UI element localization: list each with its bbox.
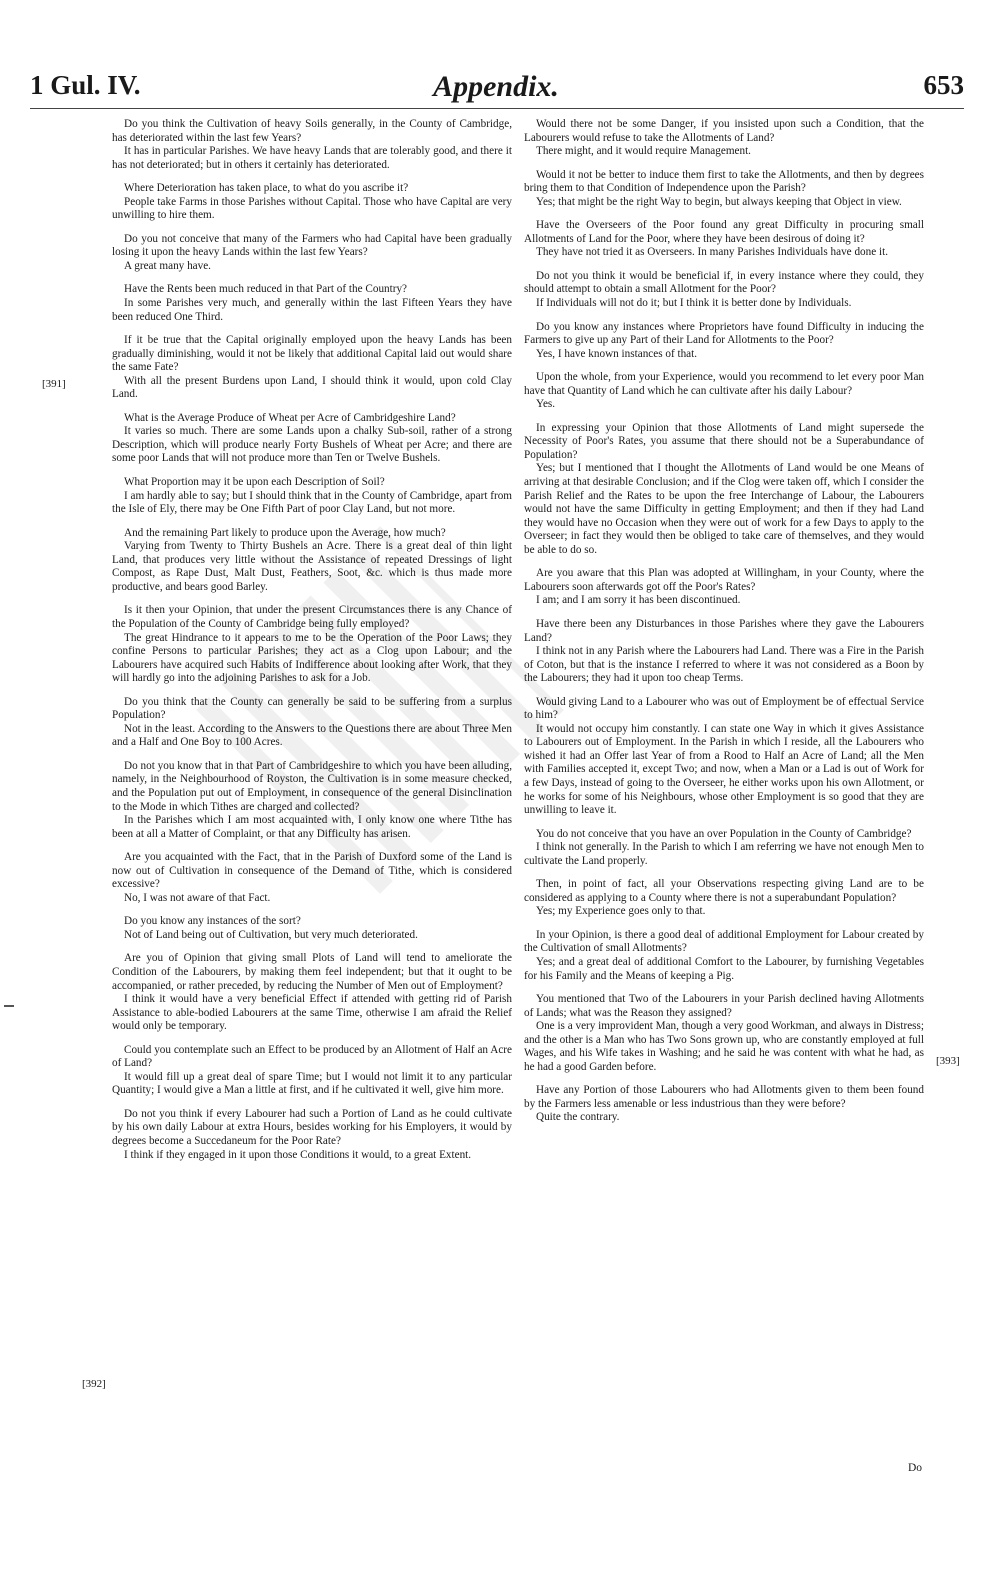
answer-paragraph: Not in the least. According to the Answers to the Questions there are about Three Men and a Half and One Boy to 100 Acres. [112, 722, 512, 749]
answer-paragraph: People take Farms in those Parishes without Capital. Those who have Capital are very unwilling to hire them. [112, 195, 512, 222]
question-paragraph: Could you contemplate such an Effect to be produced by an Allotment of Half an Acre of Land? [112, 1043, 512, 1070]
answer-paragraph: The great Hindrance to it appears to me to be the Operation of the Poor Laws; they confine Persons to particular Parishes; they act as a Clog upon Labour; and the Labourers have acquired such Habits of Indifference about looking after Work, that they will hardly go into the adjoining Parishes to ask for a Job. [112, 631, 512, 685]
page-number: 653 [923, 70, 964, 100]
answer-paragraph: A great many have. [124, 259, 211, 272]
answer-paragraph: There might, and it would require Management. [536, 145, 751, 158]
answer-paragraph: No, I was not aware of that Fact. [124, 891, 271, 904]
answer-paragraph: Varying from Twenty to Thirty Bushels an Acre. There is a great deal of thin light Land, that produces very little without the Assistance of repeated Dressings of light Compost, as Rape Dust, Malt Dust, Feathers, Soot, &c. which is thus made more productive, and bears good Barley. [112, 540, 512, 593]
answer-paragraph: Yes; and a great deal of additional Comfort to the Labourer, by furnishing Vegetables for his Family and the Means of keeping a Pig. [524, 955, 924, 982]
answer-paragraph: It would not occupy him constantly. I can state one Way in which it gives Assistance to Labourers out of Employment. In the Parish in which I reside, all the Labourers who wished it had an Offer last Year of from a Rood to Half an Acre of Land; all the Men with Families accepted it, except Two; and now, when a Man or a Lad is out of Work for a few Days, instead of going to the Overseer, he either works upon his own Allotment, or he works for some of his Neighbours, whose other Employment is so good that they are unwilling to leave it. [524, 722, 924, 817]
question-paragraph: Would giving Land to a Labourer who was out of Employment be of effectual Service to him? [524, 695, 924, 722]
question-paragraph: You do not conceive that you have an over Population in the County of Cambridge? [536, 827, 912, 840]
answer-paragraph: Yes; that might be the right Way to begin, but always keeping that Object in view. [536, 195, 902, 208]
answer-paragraph: I am hardly able to say; but I should think that in the County of Cambridge, apart from the Isle of Ely, there may be One Fifth Part of poor Clay Land, but not more. [112, 489, 512, 516]
question-paragraph: Do not you think it would be beneficial if, in every instance where they could, they should attempt to obtain a small Allotment for the Poor? [524, 269, 924, 296]
question-paragraph: Have the Overseers of the Poor found any great Difficulty in procuring small Allotments of Land for the Poor, where they have been desirous of doing it? [524, 219, 924, 245]
question-paragraph: Where Deterioration has taken place, to what do you ascribe it? [124, 182, 409, 195]
question-paragraph: Do not you think if every Labourer had such a Portion of Land as he could cultivate by his own daily Labour at extra Hours, besides working for his Employers, it would by degrees become a Succedaneum for the Poor Rate? [112, 1107, 512, 1147]
answer-paragraph: One is a very improvident Man, though a very good Workman, and always in Distress; and the other is a Man who has Two Sons grown up, who are constantly employed at full Wages, and his Wife takes in Washing; and he said he was content with what he had, as he had a good Garden before. [524, 1020, 924, 1073]
answer-paragraph: It has in particular Parishes. We have heavy Lands that are tolerably good, and there it has not deteriorated; but in others it certainly has deteriorated. [112, 145, 512, 171]
question-paragraph: In expressing your Opinion that those Allotments of Land might supersede the Necessity of Poor's Rates, you assume that there should not be a Superabundance of Population? [524, 421, 924, 461]
answer-paragraph: If Individuals will not do it; but I think it is better done by Individuals. [536, 297, 852, 310]
question-paragraph: Would there not be some Danger, if you insisted upon such a Condition, that the Labourers would refuse to take the Allotments of Land? [524, 118, 924, 144]
question-paragraph: You mentioned that Two of the Labourers in your Parish declined having Allotments of Lands; what was the Reason they assigned? [524, 993, 924, 1019]
answer-paragraph: Yes; my Experience goes only to that. [536, 905, 706, 918]
answer-paragraph: Yes, I have known instances of that. [536, 347, 698, 360]
answer-paragraph: I think if they engaged in it upon those Conditions it would, to a great Extent. [124, 1148, 472, 1161]
answer-paragraph: It would fill up a great deal of spare Time; but I would not limit it to any particular Quantity; I would give a Man a little at first, and if he cultivated it well, give him more. [112, 1070, 512, 1097]
question-paragraph: Would it not be better to induce them first to take the Allotments, and then by degrees bring them to that Condition of Independence upon the Parish? [524, 168, 924, 195]
margin-note-392: [392] [82, 1378, 106, 1390]
answer-paragraph: It varies so much. There are some Lands upon a chalky Sub-soil, rather of a strong Description, which will produce nearly Forty Bushels of Wheat per Acre; and there are some poor Lands that will not produce more than Ten or Twelve Bushels. [112, 425, 512, 465]
answer-paragraph: I am; and I am sorry it has been discontinued. [536, 594, 741, 607]
question-paragraph: And the remaining Part likely to produce upon the Average, how much? [124, 526, 446, 539]
left-column [112, 118, 512, 1162]
answer-paragraph: I think not in any Parish where the Labourers had Land. There was a Fire in the Parish of Coton, but that is the instance I referred to where it was not considered as a Boon by the Labourers; they had it upon too cheap Terms. [524, 645, 924, 685]
header-title: Appendix. [433, 70, 559, 103]
answer-paragraph: Yes. [536, 398, 556, 411]
question-paragraph: Do you know any instances of the sort? [124, 915, 301, 928]
question-paragraph: Are you of Opinion that giving small Plots of Land will tend to ameliorate the Condition of the Labourers, by making them feel independent; but that it ought to be accompanied, or rather preceded, by reducing the Number of Men out of Employment? [112, 952, 512, 992]
question-paragraph: Do you think that the County can generally be said to be suffering from a surplus Population? [112, 695, 512, 722]
question-paragraph: If it be true that the Capital originally employed upon the heavy Lands has been gradually diminishing, would it not be likely that additional Capital laid out would share the same Fate? [112, 334, 512, 374]
margin-note-391: [391] [42, 378, 66, 390]
question-paragraph: Have the Rents been much reduced in that Part of the Country? [124, 283, 408, 296]
question-paragraph: Do not you know that in that Part of Cambridgeshire to which you have been alluding, namely, in the Neighbourhood of Royston, the Cultivation is in some measure checked, and the Population put out of Employment, in consequence of the general Disinclination to the Mode in which Tithes are charged and collected? [112, 759, 512, 813]
answer-paragraph: I think it would have a very beneficial Effect if attended with getting rid of Parish Assistance to able-bodied Labourers at the same Time, otherwise I am afraid the Relief would only be temporary. [112, 993, 512, 1033]
answer-paragraph: Not of Land being out of Cultivation, but very much deteriorated. [124, 928, 418, 941]
edge-mark [4, 1005, 14, 1007]
answer-paragraph: With all the present Burdens upon Land, I should think it would, upon cold Clay Land. [112, 374, 512, 401]
question-paragraph: Then, in point of fact, all your Observations respecting giving Land are to be considered as applying to a County where there is not a superabundant Population? [524, 878, 924, 904]
question-paragraph: Do you know any instances where Proprietors have found Difficulty in inducing the Farmers to give up any Part of their Land for Allotments to the Poor? [524, 320, 924, 347]
answer-paragraph: Yes; but I mentioned that I thought the Allotments of Land would be one Means of arriving at that desirable Conclusion; and if the Clog were taken off, which I consider the Parish Relief and the Rates to be upon the free Interchange of Labour, the Labourers would not have the same Difficulty in getting Employment; and then if they had Land they would have no Occasion when they were out of work for a few Days to apply to the Overseer; in fact they would then be obliged to take care of themselves, and they would be able to do so. [524, 462, 924, 556]
answer-paragraph: I think not generally. In the Parish to which I am referring we have not enough Men to cultivate the Land properly. [524, 841, 924, 867]
question-paragraph: In your Opinion, is there a good deal of additional Employment for Labour created by the Cultivation of small Allotments? [524, 928, 924, 955]
question-paragraph: What is the Average Produce of Wheat per Acre of Cambridgeshire Land? [124, 411, 456, 424]
header-rule [30, 108, 964, 109]
question-paragraph: Are you acquainted with the Fact, that in the Parish of Duxford some of the Land is now out of Cultivation in consequence of the Demand of Tithe, which is considered excessive? [112, 851, 512, 891]
question-paragraph: Are you aware that this Plan was adopted at Willingham, in your County, where the Labourers soon afterwards got off the Poor's Rates? [524, 567, 924, 593]
question-paragraph: What Proportion may it be upon each Description of Soil? [124, 476, 385, 489]
question-paragraph: Have any Portion of those Labourers who had Allotments given to them been found by the Farmers less amenable or less industrious than they were before? [524, 1084, 924, 1110]
answer-paragraph: Quite the contrary. [536, 1111, 620, 1124]
question-paragraph: Do you think the Cultivation of heavy Soils generally, in the County of Cambridge, has deteriorated within the last few Years? [112, 118, 512, 144]
answer-paragraph: In some Parishes very much, and generally within the last Fifteen Years they have been reduced One Third. [112, 297, 512, 323]
answer-paragraph: In the Parishes which I am most acquainted with, I only know one where Tithe has been at all a Matter of Complaint, or that any Difficulty has arisen. [112, 814, 512, 840]
answer-paragraph: They have not tried it as Overseers. In many Parishes Individuals have done it. [536, 246, 889, 259]
question-paragraph: Is it then your Opinion, that under the present Circumstances there is any Chance of the Population of the County of Cambridge being fully employed? [112, 604, 512, 630]
margin-note-393: [393] [936, 1055, 960, 1067]
header-session: 1 Gul. IV. [30, 70, 141, 100]
catchword: Do [907, 1462, 922, 1474]
question-paragraph: Upon the whole, from your Experience, would you recommend to let every poor Man have that Quantity of Land which he can cultivate after his daily Labour? [524, 371, 924, 397]
question-paragraph: Have there been any Disturbances in those Parishes where they gave the Labourers Land? [524, 617, 924, 644]
question-paragraph: Do you not conceive that many of the Farmers who had Capital have been gradually losing it upon the heavy Lands within the last few Years? [112, 232, 512, 259]
right-column [524, 118, 924, 1125]
